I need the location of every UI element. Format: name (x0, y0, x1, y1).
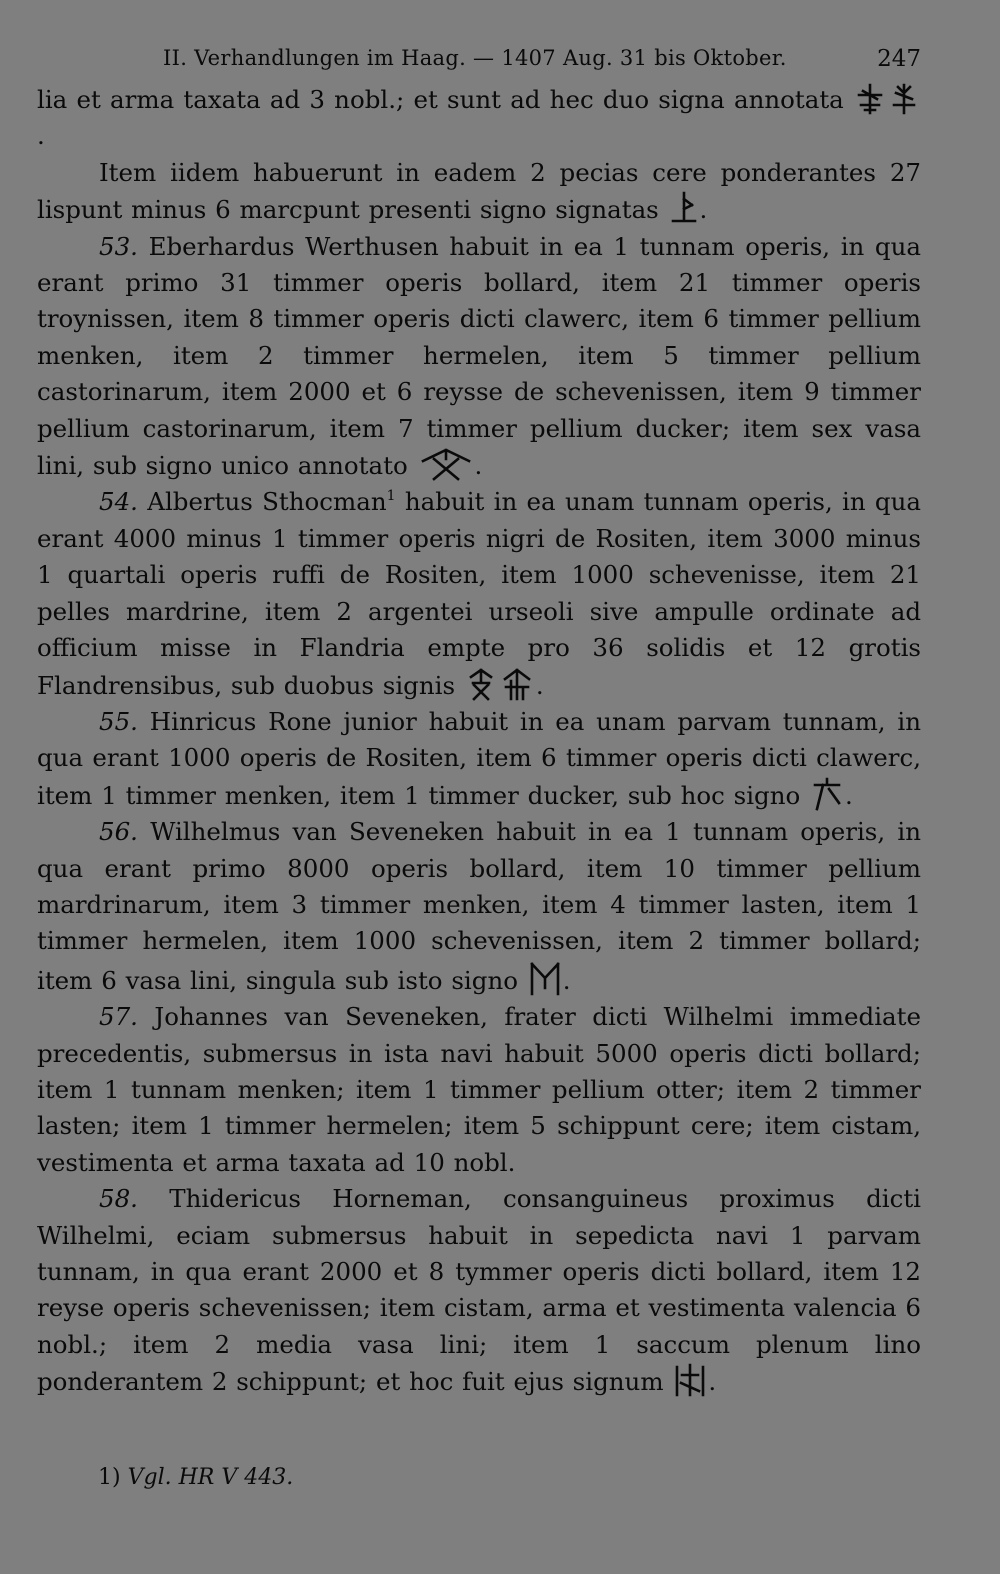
text-run: lia et arma taxata ad 3 nobl.; et sunt ad hec duo signa annotata (37, 85, 853, 114)
text-run: . (699, 195, 708, 225)
merchant-mark-a-icon (855, 83, 885, 115)
running-title: II. Verhandlungen im Haag. — 1407 Aug. 31 bis Oktober. (163, 46, 787, 70)
entry-paragraph (37, 814, 921, 999)
text-run: Albertus Sthocman (137, 487, 387, 517)
footnote-text: Vgl. HR V 443. (127, 1465, 294, 1490)
entry-paragraph (37, 999, 921, 1181)
text-run: . (845, 780, 853, 810)
footnote (98, 1465, 293, 1490)
merchant-mark-h-icon (529, 960, 561, 996)
paragraph (37, 155, 921, 229)
merchant-mark-d-icon (419, 447, 473, 481)
text-run: Wilhelmus van Seveneken habuit in ea 1 tunnam operis, in qua erant primo 8000 operis bollard, item 10 timmer pellium mardrinarum, item 3 timmer menken, item 4 timmer lasten, item 1 timmer hermelen, item 1000 schevenissen, item 2 timmer bollard; item 6 vasa lini, singula sub isto signo (37, 817, 921, 995)
entry-number: 56. (99, 817, 138, 847)
merchant-mark-g-icon (811, 777, 843, 811)
text-run: . (37, 121, 45, 151)
entry-paragraph (37, 229, 921, 485)
text-run: Item iidem habuerunt in eadem 2 pecias cere ponderantes 27 lispunt minus 6 marcpunt presenti signo signatas (37, 157, 921, 225)
footnote-marker: 1) (98, 1465, 121, 1490)
text-run: . (708, 1367, 717, 1397)
entry-paragraph (37, 704, 921, 814)
entry-number: 57. (99, 1002, 138, 1032)
entry-number: 55. (99, 706, 138, 736)
merchant-mark-f-icon (500, 667, 534, 701)
merchant-mark-b-icon (889, 83, 919, 115)
entry-number: 58. (99, 1184, 138, 1214)
text-run: Hinricus Rone junior habuit in ea unam parvam tunnam, in qua erant 1000 operis de Rositen, item 6 timmer operis dicti clawerc, item 1 timmer menken, item 1 timmer ducker, sub hoc signo (37, 706, 921, 810)
entry-number: 53. (99, 231, 138, 261)
text-run: Johannes van Seveneken, frater dicti Wilhelmi immediate precedentis, submersus in ista navi habuit 5000 operis dicti bollard; item 1 tunnam menken; item 1 timmer pellium otter; item 2 timmer lasten; item 1 timmer hermelen; item 5 schippunt cere; item cistam, vestimenta et arma taxata ad 10 nobl. (37, 1002, 921, 1177)
text-run: habuit in ea unam tunnam operis, in qua erant 4000 minus 1 timmer operis nigri de Rositen, item 3000 minus 1 quartali operis ruffi de Rositen, item 1000 schevenisse, item 21 pelles mardrine, item 2 argentei urseoli sive ampulle ordinate ad officium misse in Flandria empte pro 36 solidis et 12 grotis Flandrensibus, sub duobus signis (37, 487, 921, 700)
text-run: Thidericus Horneman, consanguineus proximus dicti Wilhelmi, eciam submersus habuit in sepedicta navi 1 parvam tunnam, in qua erant 2000 et 8 tymmer operis dicti bollard, item 12 reyse operis schevenissen; item cistam, arma et vestimenta valencia 6 nobl.; item 2 media vasa lini; item 1 saccum plenum lino ponderantem 2 schippunt; et hoc fuit ejus signum (37, 1184, 921, 1397)
paragraph (37, 82, 921, 155)
footnote-reference: 1 (386, 488, 396, 505)
text-run: . (562, 965, 571, 995)
entry-number: 54. (99, 487, 138, 517)
merchant-mark-c-icon (670, 191, 698, 225)
page-header (37, 42, 921, 82)
body-text (37, 82, 921, 1401)
page-number: 247 (877, 46, 921, 72)
text-run: . (535, 670, 544, 700)
text-run: . (474, 451, 483, 481)
entry-paragraph (37, 1181, 921, 1400)
entry-paragraph (37, 484, 921, 703)
text-run: Eberhardus Werthusen habuit in ea 1 tunnam operis, in qua erant primo 31 timmer operis bollard, item 21 timmer operis troynissen, item 8 timmer operis dicti clawerc, item 6 timmer pellium menken, item 2 timmer hermelen, item 5 timmer pellium castorinarum, item 2000 et 6 reysse de schevenissen, item 9 timmer pellium castorinarum, item 7 timmer pellium ducker; item sex vasa lini, sub signo unico annotato (37, 231, 921, 481)
merchant-mark-i-icon (674, 1363, 706, 1397)
merchant-mark-e-icon (466, 667, 496, 701)
document-page (37, 42, 921, 1401)
